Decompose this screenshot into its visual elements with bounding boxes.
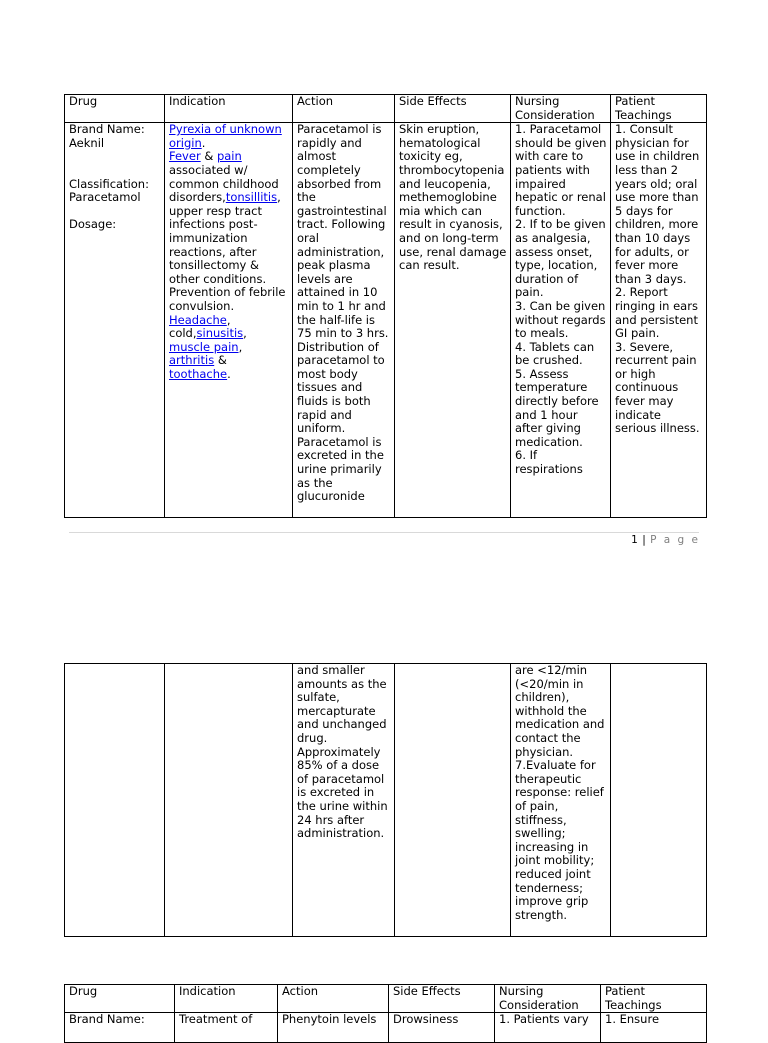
drug-table-phenytoin <box>64 984 707 1043</box>
p3-cell-drug: Brand Name: <box>65 1013 175 1043</box>
link-arthritis[interactable]: arthritis <box>169 353 215 368</box>
p3-header-nursing-consideration: Nursing Consideration <box>495 985 601 1013</box>
link-pyrexia[interactable]: Pyrexia of unknown origin <box>169 122 282 150</box>
cont-cell-indication <box>165 664 293 937</box>
drug-table-paracetamol <box>64 94 707 518</box>
page-footer <box>560 534 700 548</box>
cell-drug: Brand Name: Aeknil Classification: Paracetamol Dosage: <box>65 123 165 518</box>
header-action: Action <box>293 95 395 123</box>
p3-cell-patient-teachings: 1. Ensure <box>601 1013 707 1043</box>
cell-patient-teachings: 1. Consult physician for use in children less than 2 years old; oral use more than 5 days for children, more than 10 days for adults, or fever more than 3 days. 2. Report ringing in ears and persistent GI pain. 3. Severe, recurrent pain or high continuous fever may indicate serious illness. <box>611 123 707 518</box>
cont-cell-nursing-consideration: are <12/min (<20/min in children), withhold the medication and contact the physician. 7.Evaluate for therapeutic response: relief of pain, stiffness, swelling; increasing in joint mobility; reduced joint tenderness; improve grip strength. <box>511 664 611 937</box>
p3-cell-nursing-consideration: 1. Patients vary <box>495 1013 601 1043</box>
link-tonsillitis[interactable]: tonsillitis <box>225 190 278 205</box>
header-drug: Drug <box>65 95 165 123</box>
footer-divider <box>69 532 699 533</box>
cell-action: Paracetamol is rapidly and almost completely absorbed from the gastrointestinal tract. Following oral administration, peak plasma levels are attained in 10 min to 1 hr and the half-life is 75 min to 3 hrs. Distribution of paracetamol to most body tissues and fluids is both rapid and uniform. Paracetamol is excreted in the urine primarily as the glucuronide <box>293 123 395 518</box>
p3-cell-action: Phenytoin levels <box>278 1013 389 1043</box>
link-fever[interactable]: Fever <box>169 149 201 164</box>
header-patient-teachings: Patient Teachings <box>611 95 707 123</box>
p3-header-drug: Drug <box>65 985 175 1013</box>
p3-header-side-effects: Side Effects <box>389 985 495 1013</box>
link-toothache[interactable]: toothache <box>169 366 228 381</box>
cont-cell-side-effects <box>395 664 511 937</box>
cont-cell-action: and smaller amounts as the sulfate, mercapturate and unchanged drug. Approximately 85% of a dose of paracetamol is excreted in the urine within 24 hrs after administration. <box>293 664 395 937</box>
p3-cell-side-effects: Drowsiness <box>389 1013 495 1043</box>
header-nursing-consideration: Nursing Consideration <box>511 95 611 123</box>
link-headache[interactable]: Headache <box>169 312 227 327</box>
cell-side-effects: Skin eruption, hematological toxicity eg, thrombocytopenia and leucopenia, methemoglobinemia which can result in cyanosis, and on long-term use, renal damage can result. <box>395 123 511 518</box>
header-side-effects: Side Effects <box>395 95 511 123</box>
cont-cell-patient-teachings <box>611 664 707 937</box>
cell-nursing-consideration: 1. Paracetamol should be given with care to patients with impaired hepatic or renal function. 2. If to be given as analgesia, assess onset, type, location, duration of pain. 3. Can be given without regards to meals. 4. Tablets can be crushed. 5. Assess temperature directly before and 1 hour after giving medication. 6. If respirations <box>511 123 611 518</box>
page-separator: | <box>642 534 647 546</box>
p3-cell-indication: Treatment of <box>175 1013 278 1043</box>
link-sinusitis[interactable]: sinusitis <box>196 326 244 341</box>
header-indication: Indication <box>165 95 293 123</box>
link-muscle-pain[interactable]: muscle pain <box>169 339 239 354</box>
link-pain[interactable]: pain <box>216 149 242 164</box>
p3-header-indication: Indication <box>175 985 278 1013</box>
cont-cell-drug <box>65 664 165 937</box>
page-number: 1 <box>631 534 639 546</box>
p3-header-action: Action <box>278 985 389 1013</box>
drug-table-continuation <box>64 663 707 937</box>
p3-header-patient-teachings: Patient Teachings <box>601 985 707 1013</box>
cell-indication: Pyrexia of unknown origin. Fever & pain associated w/ common childhood disorders,tonsillitis, upper resp tract infections post-immunization reactions, after tonsillectomy & other conditions. Prevention of febrile convulsion. Headache, cold,sinusitis, muscle pain, arthritis & toothache. <box>165 123 293 518</box>
page-label: P a g e <box>650 534 700 546</box>
